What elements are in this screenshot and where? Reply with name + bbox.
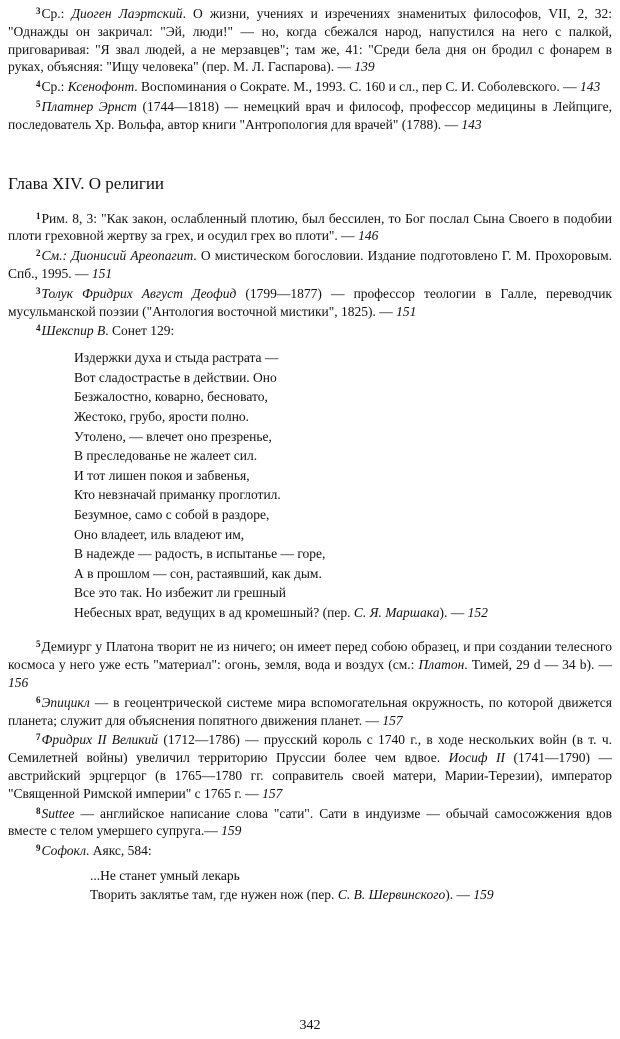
note-text: — в геоцентрической системе мира вспомогательная окружность, по которой движется планета; служит для объяснения попятного движения планет. — <box>8 694 612 728</box>
poem-line: Утолено, — влечет оно презренье, <box>74 428 272 444</box>
note-3 <box>8 283 612 321</box>
note-text: . Тимей, 29 d — 34 b). — <box>464 657 612 673</box>
page-number: 342 <box>299 1018 321 1033</box>
quote-text: ). — <box>445 887 474 903</box>
page-ref: 139 <box>354 59 375 75</box>
page-ref: 157 <box>382 712 403 728</box>
note-author: Толук Фридрих Август Деофид <box>41 285 237 301</box>
note-number: 8 <box>36 805 41 816</box>
note-3-top <box>8 3 612 76</box>
note-5-top <box>8 96 612 134</box>
poem-line: Издержки духа и стыда растрата — <box>74 350 279 366</box>
note-2 <box>8 245 612 283</box>
translator: С. В. Шервинского <box>337 887 446 903</box>
note-author: Платнер Эрнст <box>41 98 137 114</box>
poem-line: Оно владеет, иль владеют им, <box>74 526 245 542</box>
note-7 <box>8 729 612 802</box>
poem-line: Вот сладострастье в действии. Оно <box>74 369 277 385</box>
poem-line: И тот лишен покоя и забвенья, <box>74 467 250 483</box>
page-ref: 159 <box>221 823 242 839</box>
page-ref: 151 <box>91 265 113 281</box>
note-number: 4 <box>36 323 41 334</box>
page-ref: 157 <box>262 785 283 801</box>
note-text: . Воспоминания о Сократе. М., 1993. С. 160 и сл., пер С. И. Соболевского. — <box>134 79 581 95</box>
note-author: См.: Дионисий Ареопагит <box>41 248 194 264</box>
note-author: Шекспир В <box>41 323 106 339</box>
page-ref: 146 <box>358 228 379 244</box>
note-text: (1744—1818) — немецкий врач и философ, профессор медицины в Лейпциге, последователь Хр. Вольфа, автор книги "Антропология для врачей" (1788). — <box>8 98 612 132</box>
page-ref: 143 <box>580 79 601 95</box>
poem-line: Безумное, само с собой в раздоре, <box>74 506 270 522</box>
sophocles-quote <box>90 866 612 904</box>
note-author: Иосиф II <box>448 750 505 766</box>
note-number: 9 <box>36 843 41 854</box>
quote-text: Творить заклятье там, где нужен нож (пер. <box>90 887 338 903</box>
note-text: . О мистическом богословии. Издание подготовлено Г. М. Прохоровым. Спб., 1995. — <box>8 248 612 281</box>
note-text: (1741—1790) — австрийский эрцгерцог (в 1765—1780 гг. соправитель своей матери, Марии-Терезии), император "Священной Римской империи" с 1765 г. — <box>8 750 612 801</box>
note-1 <box>8 208 612 246</box>
page-ref: 156 <box>8 675 29 691</box>
note-number: 5 <box>36 98 41 109</box>
note-number: 4 <box>36 79 41 90</box>
sonnet-quote <box>74 348 612 622</box>
note-author: Ксенофонт <box>67 79 135 95</box>
note-6 <box>8 692 612 730</box>
poem-text: Небесных врат, ведущих в ад кромешный? (пер. <box>74 604 354 620</box>
poem-line: В надежде — радость, в испытанье — горе, <box>74 546 326 562</box>
note-number: 3 <box>36 6 41 16</box>
note-text: . О жизни, учениях и изречениях знаменитых философов, VII, 2, 32: "Однажды он закричал: "Эй, люди!" — но, когда сбежался народ, напустился на него с палкой, приговаривая: "Я звал людей, а не мерзавцев"; там же, 41: "Среди бела дня он бродил с фонарем в руках, объясняя: "Ищу человека" (пер. М. Л. Гаспарова). — <box>8 6 612 75</box>
note-5 <box>8 636 612 691</box>
poem-line: В преследованье не жалеет сил. <box>74 448 258 464</box>
note-text: Ср.: <box>41 79 68 95</box>
note-author: Диоген Лаэртский <box>71 6 183 21</box>
note-author: Платон <box>418 657 465 673</box>
chapter-title: Глава XIV. О религии <box>8 173 165 193</box>
note-number: 2 <box>36 248 41 259</box>
note-text: (1712—1786) — прусский король с 1740 г., в ходе нескольких войн (в т. ч. Семилетней войны) увеличил территорию Пруссии более чем вдвое. <box>8 732 612 766</box>
note-4 <box>8 320 612 340</box>
quote-line: ...Не станет умный лекарь <box>90 868 240 884</box>
note-number: 3 <box>36 285 41 296</box>
note-term: Эпицикл <box>41 694 90 710</box>
note-8 <box>8 803 612 841</box>
note-term: Suttee <box>41 805 75 821</box>
poem-line: А в прошлом — сон, растаявший, как дым. <box>74 565 322 581</box>
page-ref: 143 <box>461 116 482 132</box>
chapter-notes-b <box>8 636 612 860</box>
page-ref: 159 <box>473 887 494 903</box>
poem-line: Безжалостно, коварно, бесновато, <box>74 389 268 405</box>
page-ref: 151 <box>396 303 417 319</box>
quote-line-last <box>90 885 612 904</box>
note-text: Демиург у Платона творит не из ничего; он имеет перед собою образец, и при создании телесного космоса у него уже есть "материал": огонь, земля, вода и воздух (см.: <box>8 639 612 673</box>
note-author: Софокл <box>41 843 86 859</box>
note-text: Ср.: <box>41 6 72 21</box>
note-number: 7 <box>36 732 41 743</box>
note-text: Рим. 8, 3: "Как закон, ослабленный плотию, был бессилен, то Бог послал Сына Своего в подобии плоти греховной жертву за грех, и осудил грех во плоти". — <box>8 210 612 244</box>
poem-line: Все это так. Но избежит ли грешный <box>74 585 287 601</box>
note-number: 1 <box>36 210 41 221</box>
poem-line: Жестоко, грубо, ярости полно. <box>74 408 250 424</box>
chapter-notes-a <box>8 208 612 341</box>
top-notes <box>8 3 612 134</box>
poem-line-last <box>74 603 612 623</box>
poem-line: Кто невзначай приманку проглотил. <box>74 487 281 503</box>
translator: С. Я. Маршака <box>353 604 440 620</box>
note-text: . Аякс, 584: <box>85 843 152 859</box>
note-author: Фридрих II Великий <box>41 732 159 748</box>
note-9 <box>8 840 612 860</box>
note-4-top <box>8 76 612 96</box>
note-text: . Сонет 129: <box>105 323 175 339</box>
note-text: — английское написание слова "сати". Сати в индуизме — обычай самосожжения вдов вместе с телом умершего супруга.— <box>8 805 612 839</box>
poem-text: ). — <box>439 604 468 620</box>
page-ref: 152 <box>467 604 488 620</box>
note-number: 6 <box>36 694 41 705</box>
note-text: (1799—1877) — профессор теологии в Галле, переводчик мусульманской поэзии ("Антология восточной мистики", 1825). — <box>8 285 612 319</box>
note-number: 5 <box>36 639 41 650</box>
